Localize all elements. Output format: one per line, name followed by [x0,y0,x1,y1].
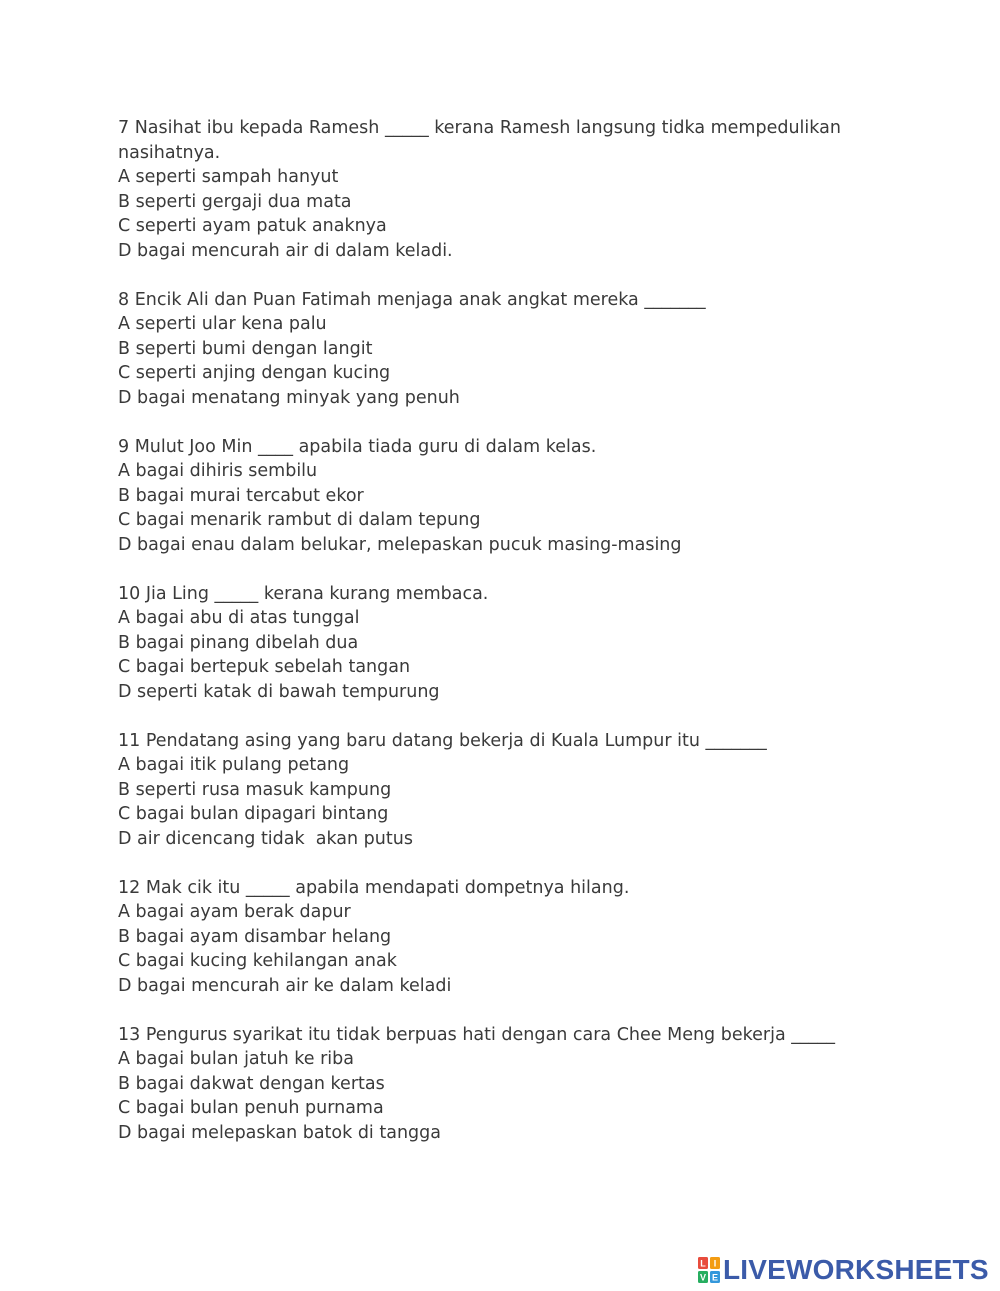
question-stem: 13 Pengurus syarikat itu tidak berpuas hati dengan cara Chee Meng bekerja _____ [118,1024,835,1045]
question-9 [118,435,878,558]
option-b: B seperti gergaji dua mata [118,191,352,212]
option-d: D bagai mencurah air di dalam keladi. [118,240,453,261]
question-10 [118,582,878,705]
liveworksheets-brand [697,1256,989,1284]
option-b: B bagai murai tercabut ekor [118,485,364,506]
svg-text:E: E [711,1272,719,1283]
question-stem: 8 Encik Ali dan Puan Fatimah menjaga anak angkat mereka _______ [118,289,706,310]
svg-text:I: I [713,1258,717,1269]
question-stem: 10 Jia Ling _____ kerana kurang membaca. [118,583,489,604]
option-b: B bagai dakwat dengan kertas [118,1073,385,1094]
option-c: C bagai menarik rambut di dalam tepung [118,510,481,530]
option-d: D air dicencang tidak akan putus [118,828,413,849]
worksheet-body [118,116,878,1170]
liveworksheets-logo-icon [697,1256,721,1284]
question-8 [118,288,878,411]
option-a: A bagai ayam berak dapur [118,902,351,922]
option-d: D bagai mencurah air ke dalam keladi [118,975,452,996]
option-a: A bagai itik pulang petang [118,755,350,775]
option-c: C bagai bulan dipagari bintang [118,804,389,824]
option-a: A bagai abu di atas tunggal [118,608,360,628]
question-stem: 9 Mulut Joo Min ____ apabila tiada guru di dalam kelas. [118,436,597,457]
svg-text:V: V [699,1272,707,1283]
option-d: D bagai menatang minyak yang penuh [118,387,460,408]
question-12 [118,876,878,999]
option-c: C seperti ayam patuk anaknya [118,216,387,236]
question-7 [118,116,878,263]
option-c: C bagai bulan penuh purnama [118,1098,384,1118]
option-c: C seperti anjing dengan kucing [118,363,391,383]
question-13 [118,1023,878,1146]
option-b: B seperti bumi dengan langit [118,338,373,359]
option-c: C bagai bertepuk sebelah tangan [118,657,411,677]
option-d: D seperti katak di bawah tempurung [118,681,440,702]
option-b: B bagai ayam disambar helang [118,926,392,947]
question-11 [118,729,878,852]
option-b: B bagai pinang dibelah dua [118,632,359,653]
option-d: D bagai enau dalam belukar, melepaskan pucuk masing-masing [118,534,682,555]
question-stem: 11 Pendatang asing yang baru datang bekerja di Kuala Lumpur itu _______ [118,730,767,751]
option-a: A seperti ular kena palu [118,314,327,334]
option-a: A seperti sampah hanyut [118,167,339,187]
option-b: B seperti rusa masuk kampung [118,779,392,800]
option-a: A bagai bulan jatuh ke riba [118,1049,354,1069]
option-d: D bagai melepaskan batok di tangga [118,1122,441,1143]
option-a: A bagai dihiris sembilu [118,461,318,481]
option-c: C bagai kucing kehilangan anak [118,951,397,971]
question-stem: 7 Nasihat ibu kepada Ramesh _____ kerana Ramesh langsung tidka mempedulikan nasihatnya. [118,118,841,163]
svg-text:L: L [700,1258,706,1269]
liveworksheets-wordmark: LIVEWORKSHEETS [723,1254,989,1285]
question-stem: 12 Mak cik itu _____ apabila mendapati dompetnya hilang. [118,877,630,898]
